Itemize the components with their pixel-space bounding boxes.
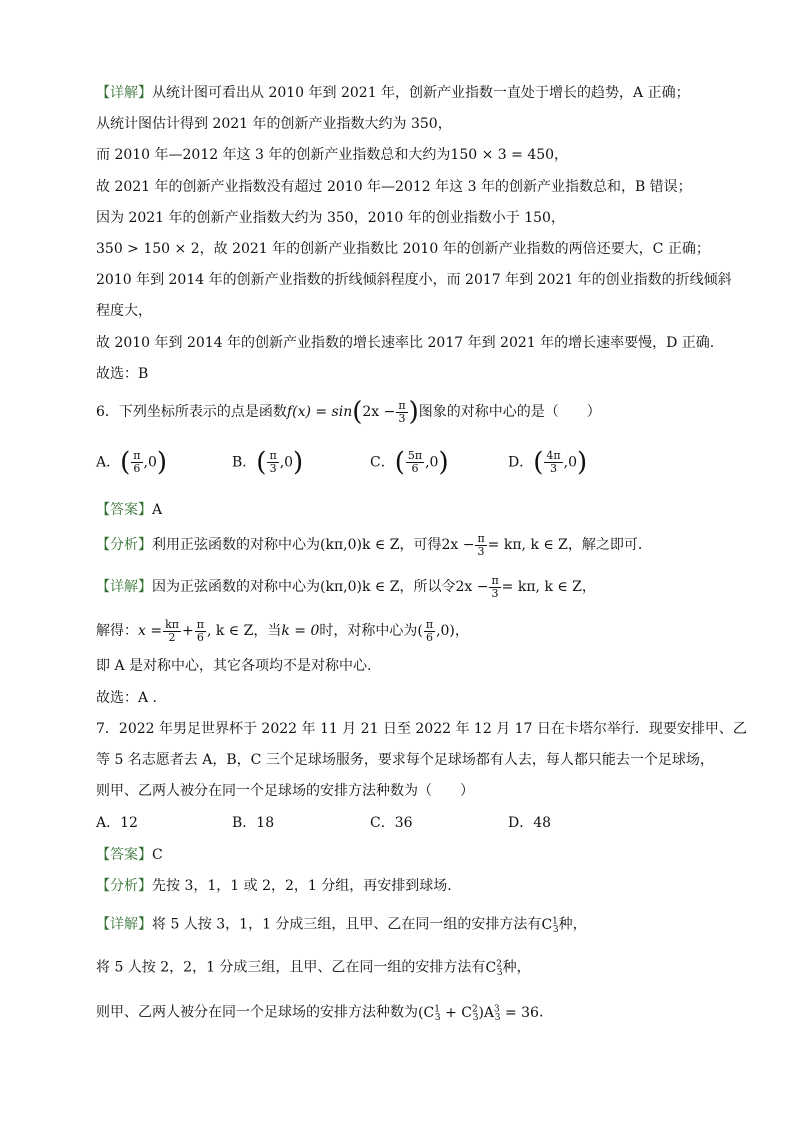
q6-solve-x: x = [138, 623, 163, 639]
q6-opt-c-frac [406, 450, 424, 475]
paren-open: ( [394, 447, 405, 478]
q6-solve-frac-1 [163, 619, 181, 644]
frac-num: π [425, 617, 434, 631]
q6-analysis-text-c: ，解之即可. [567, 537, 643, 553]
q6-option-d [508, 447, 588, 478]
q7-detail-text-3: 则甲、乙两人被分在同一个足球场的安排方法种数为 [96, 1004, 418, 1021]
frac-num: π [133, 449, 141, 462]
q7-analysis [96, 876, 452, 896]
detail5-text-8: 程度大， [96, 303, 152, 319]
frac-den: 6 [411, 462, 419, 475]
detail5-choice-text: 故选：B [96, 366, 149, 382]
q7-option-b [232, 813, 274, 833]
q7-answer [96, 845, 163, 865]
q6-opt-d-label: D． [508, 454, 534, 471]
expr-sup-2: 2 [472, 1004, 478, 1014]
q6-opt-c-label: C． [370, 454, 395, 471]
analysis-tag: 【分析】 [96, 537, 152, 553]
expr-sub-2: 3 [472, 1013, 479, 1024]
frac-den: 3 [491, 586, 499, 600]
q7-text-3: 则甲、乙两人被分在同一个足球场的安排方法种数为（ ） [96, 783, 474, 799]
q7-option-d [508, 813, 551, 833]
q7-comb-2 [485, 959, 503, 979]
q6-stem [96, 398, 601, 426]
q6-pi-over-3 [396, 400, 407, 425]
frac-num: 4π [546, 449, 561, 462]
q6-analysis [96, 532, 642, 558]
frac-den: 2 [168, 630, 176, 644]
q7-line-3 [96, 781, 474, 801]
q6-detail-frac [489, 575, 500, 600]
q6-paren-open: ( [352, 397, 363, 427]
frac-den: 3 [477, 544, 485, 558]
q7-option-c [370, 813, 413, 833]
q6-solve-text-b: ，当 [253, 623, 282, 639]
q6-center-open: ( [417, 623, 423, 639]
q6-opt-d-frac [544, 450, 562, 475]
q6-solve-text: 解得： [96, 623, 138, 639]
detail5-text-6: ，故 2021 年的创新产业指数比 2010 年的创新产业指数的两倍还要大，C 正确； [199, 241, 710, 257]
q6-answer [96, 500, 162, 520]
detail-tag: 【详解】 [96, 579, 152, 595]
detail5-math-3: 150 × 3 = 450 [450, 147, 555, 163]
q7-option-a [96, 813, 138, 833]
zero: ,0 [563, 454, 577, 471]
comb-sup: 1 [552, 916, 558, 926]
detail5-line-2 [96, 114, 452, 134]
q6-function: f(x) = sin [286, 404, 353, 420]
zero: ,0 [143, 454, 157, 471]
q7-answer-value: C [152, 847, 163, 863]
q7-detail-end-1: 种， [558, 916, 587, 933]
comb-sub: 3 [552, 925, 559, 936]
q6-center-frac [424, 619, 435, 644]
comb-letter: C [541, 916, 553, 933]
detail5-line-4 [96, 177, 692, 197]
detail5-math-6: 350 > 150 × 2 [96, 241, 200, 257]
q6-center-close: ,0) [436, 623, 455, 639]
q6-option-b [232, 447, 304, 478]
q6-stem-end: 图象的对称中心的是（ ） [418, 404, 601, 420]
q6-answer-value: A [152, 502, 163, 518]
detail5-line-8 [96, 301, 152, 321]
q7-comb-1 [541, 916, 559, 936]
detail5-text-9: 故 2010 年到 2014 年的创新产业指数的增长速率比 2017 年到 2021 年的增长速率要慢，D 正确. [96, 335, 715, 351]
q6-detail-math-2b: = kπ, k ∈ Z [501, 579, 582, 595]
zero: ,0 [279, 454, 294, 471]
q7-text-2: 等 5 名志愿者去 A，B，C 三个足球场服务，要求每个足球场都有人去，每人都只能去一个足球场， [96, 752, 714, 768]
q7-line-1 [96, 719, 747, 739]
q6-opt-b-frac [267, 450, 278, 475]
q7-detail-text-1: 将 5 人按 3，1，1 分成三组，且甲、乙在同一组的安排方法有 [152, 916, 542, 933]
frac-den: 3 [550, 462, 557, 475]
q6-frac-num: π [398, 398, 406, 412]
detail5-punct-3: ， [554, 147, 569, 163]
frac-num: π [269, 449, 277, 462]
paren-close: ) [576, 447, 588, 478]
frac-num: kπ [165, 617, 179, 631]
expr-sup-1: 1 [434, 1004, 440, 1014]
q6-solve-frac-2 [195, 619, 206, 644]
q7-final-expr [418, 1004, 539, 1024]
q6-solve-text-d: ， [454, 623, 469, 639]
frac-den: 3 [269, 462, 277, 475]
detail5-text-7: 2010 年到 2014 年的创新产业指数的折线倾斜程度小，而 2017 年到 2021 年的创业指数的折线倾斜 [96, 272, 732, 288]
expr-part-4: = 36 [500, 1004, 539, 1021]
q6-stem-text: 6．下列坐标所表示的点是函数 [96, 404, 287, 420]
q6-analysis-math-2a: 2x − [441, 537, 475, 553]
paren-close: ) [156, 447, 168, 478]
q7-opt-b-text: B．18 [232, 815, 275, 831]
analysis-tag: 【分析】 [96, 878, 152, 894]
frac-num: 5π [407, 449, 423, 462]
detail5-line-9 [96, 333, 714, 353]
expr-sup-3: 3 [494, 1004, 500, 1014]
q6-solve-kz: , k ∈ Z [206, 623, 254, 639]
paren-close: ) [438, 447, 449, 478]
detail5-text-5: 因为 2021 年的创新产业指数大约为 350，2010 年的创业指数小于 150， [96, 210, 565, 226]
zero: ,0 [425, 454, 439, 471]
q6-opt-a-frac [131, 450, 142, 475]
q6-conclusion [96, 656, 371, 676]
detail5-line-5 [96, 208, 565, 228]
q6-solve [96, 617, 469, 645]
answer-tag: 【答案】 [96, 847, 152, 863]
expr-part-1: (C [418, 1004, 435, 1021]
detail5-line-1 [96, 83, 690, 103]
q6-detail-math-2a: 2x − [455, 579, 489, 595]
frac-den: 6 [133, 462, 141, 475]
answer-tag: 【答案】 [96, 502, 152, 518]
q7-detail-2 [96, 952, 531, 985]
q6-analysis-text-b: ，可得 [399, 537, 442, 553]
q7-detail-end-3: . [538, 1004, 544, 1021]
q7-opt-c-text: C．36 [370, 815, 413, 831]
detail5-text-3: 而 2010 年—2012 年这 3 年的创新产业指数总和大约为 [96, 147, 451, 163]
paren-open: ( [533, 447, 544, 478]
detail5-choice [96, 364, 148, 384]
q6-frac-den: 3 [398, 411, 406, 425]
paren-open: ( [120, 447, 131, 478]
paren-open: ( [256, 447, 267, 478]
q6-option-a [96, 447, 168, 478]
detail5-text-1: 从统计图可看出从 2010 年到 2021 年，创新产业指数一直处于增长的趋势，A 正确； [152, 85, 690, 101]
frac-num: π [491, 573, 499, 587]
q7-text-1: 7．2022 年男足世界杯于 2022 年 11 月 21 日至 2022 年 12 月 17 日在卡塔尔举行．现要安排甲、乙 [96, 721, 747, 737]
q6-analysis-math-1: (kπ,0)k ∈ Z [320, 537, 400, 553]
q6-analysis-math-2b: = kπ, k ∈ Z [487, 537, 568, 553]
q6-opt-b-label: B． [232, 454, 257, 471]
q6-detail-math-1: (kπ,0)k ∈ Z [320, 579, 400, 595]
detail5-text-2: 从统计图估计得到 2021 年的创新产业指数大约为 350， [96, 116, 452, 132]
q7-detail-end-2: 种， [502, 959, 531, 976]
q6-conclusion-text: 即 A 是对称中心，其它各项均不是对称中心. [96, 658, 372, 674]
expr-part-3: )A [478, 1004, 495, 1021]
q7-opt-d-text: D．48 [508, 815, 552, 831]
q6-detail-text-c: ， [581, 579, 596, 595]
detail-tag: 【详解】 [96, 85, 152, 101]
q6-choice-text: 故选：A . [96, 690, 158, 706]
q6-detail-text-b: ，所以令 [399, 579, 456, 595]
q6-option-c [370, 447, 449, 478]
comb-sup: 2 [496, 959, 502, 969]
expr-sub-1: 3 [434, 1013, 441, 1024]
q6-solve-text-c: 时，对称中心为 [319, 623, 418, 639]
q6-analysis-text: 利用正弦函数的对称中心为 [152, 537, 320, 553]
comb-letter: C [485, 959, 497, 976]
detail5-line-3 [96, 145, 568, 165]
detail5-line-6 [96, 239, 710, 259]
q7-detail-text-2: 将 5 人按 2，2，1 分成三组，且甲、乙在同一组的安排方法有 [96, 959, 486, 976]
q6-solve-plus: + [181, 623, 194, 639]
frac-den: 6 [196, 630, 204, 644]
q7-line-2 [96, 750, 714, 770]
q7-detail-1 [96, 909, 587, 942]
q6-arg: 2x − [362, 404, 396, 420]
frac-num: π [477, 531, 485, 545]
detail-tag: 【详解】 [96, 916, 152, 933]
q6-solve-k0: k = 0 [281, 623, 320, 639]
q6-choice [96, 688, 157, 708]
comb-sub: 3 [496, 968, 503, 979]
q6-detail-text: 因为正弦函数的对称中心为 [152, 579, 320, 595]
q6-opt-a-label: A． [96, 454, 121, 471]
q6-paren-close: ) [408, 397, 419, 427]
detail5-line-7 [96, 270, 732, 290]
q7-detail-3 [96, 997, 543, 1030]
expr-sub-3: 3 [494, 1013, 501, 1024]
q7-opt-a-text: A．12 [96, 815, 138, 831]
frac-num: π [196, 617, 204, 631]
frac-den: 6 [425, 630, 433, 644]
q6-detail [96, 574, 596, 600]
expr-part-2: + C [440, 1004, 472, 1021]
q7-analysis-text: 先按 3，1，1 或 2，2，1 分组，再安排到球场. [152, 878, 452, 894]
paren-close: ) [293, 447, 304, 478]
detail5-text-4: 故 2021 年的创新产业指数没有超过 2010 年—2012 年这 3 年的创新产业指数总和，B 错误； [96, 179, 692, 195]
q6-analysis-frac [475, 533, 486, 558]
